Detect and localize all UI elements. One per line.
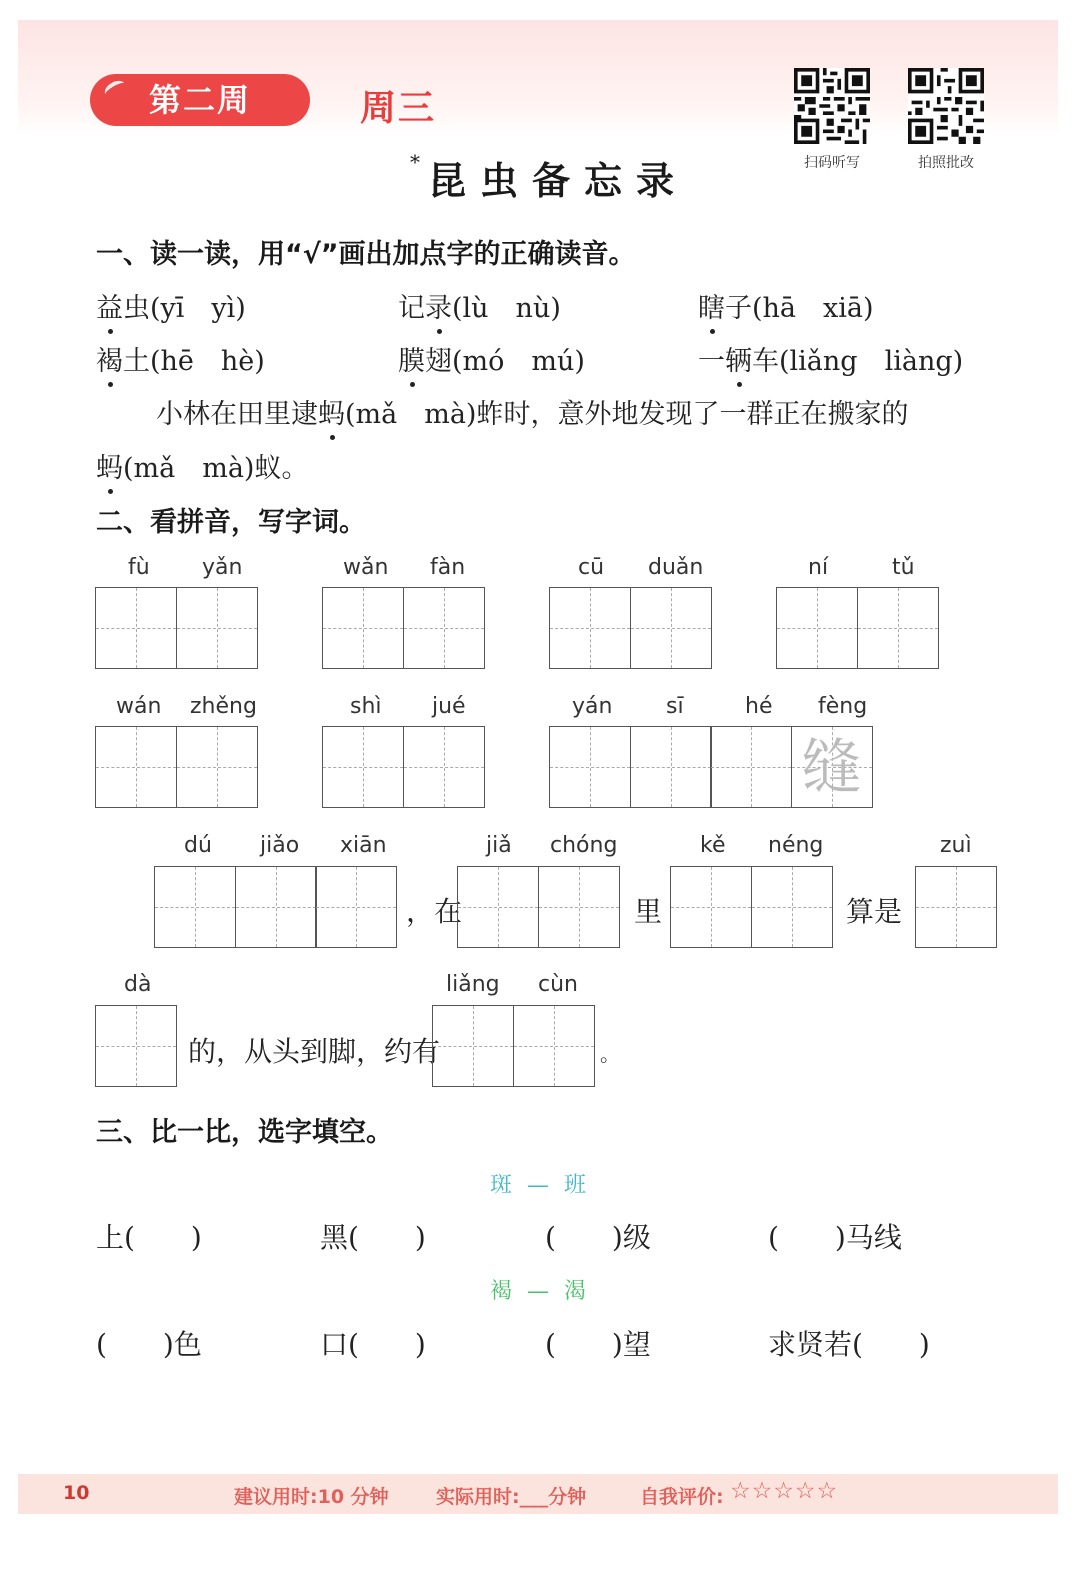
actual-time: 实际用时:___分钟 <box>436 1486 587 1508</box>
fill-blank[interactable]: 口( ) <box>320 1328 426 1361</box>
reading-item: 瞎子(hā xiā) <box>698 293 874 324</box>
pinyin: zuì <box>940 833 972 858</box>
dotted-char: 瞎 <box>698 293 725 324</box>
writing-grid[interactable] <box>457 866 620 948</box>
pinyin: yán <box>572 694 613 719</box>
fill-blank[interactable]: ( )色 <box>96 1328 202 1361</box>
pinyin: tǔ <box>892 555 915 580</box>
reading-item: 膜翅(mó mú) <box>398 346 585 377</box>
reading-item: 记录(lù nù) <box>398 293 561 324</box>
qr-code-icon <box>908 68 984 144</box>
pinyin: wǎn <box>343 555 389 580</box>
fill-blank[interactable]: ( )级 <box>545 1221 651 1254</box>
char-pair-1: 斑 — 班 <box>490 1173 590 1198</box>
fill-blank[interactable]: ( )马线 <box>768 1221 902 1254</box>
section3-heading: 三、比一比，选字填空。 <box>96 1117 393 1148</box>
title-text: 昆虫备忘录 <box>428 158 689 203</box>
rating-stars[interactable]: ☆☆☆☆☆ <box>730 1478 839 1504</box>
sentence-text: ，在 <box>406 895 463 928</box>
reading-sentence-line1: 小林在田里逮蚂(mǎ mà)蚱时，意外地发现了一群正在搬家的 <box>156 399 909 430</box>
fill-blank[interactable]: 上( ) <box>96 1221 202 1254</box>
day-label: 周三 <box>360 88 437 129</box>
writing-grid[interactable] <box>549 726 873 808</box>
pinyin: fù <box>128 555 150 580</box>
qr-correct[interactable] <box>906 68 986 172</box>
writing-grid[interactable] <box>322 726 485 808</box>
writing-grid[interactable] <box>154 866 397 948</box>
qr-listen[interactable] <box>792 68 872 172</box>
page-title <box>410 150 688 205</box>
dotted-char: 蚂 <box>96 453 123 484</box>
pinyin: jiǎo <box>260 833 300 858</box>
dotted-char: 辆 <box>725 346 752 377</box>
pinyin: fèng <box>818 694 868 719</box>
pinyin: chóng <box>550 833 618 858</box>
pinyin: cū <box>578 555 605 580</box>
week-label: 第二周 <box>90 74 310 126</box>
pinyin: hé <box>745 694 773 719</box>
section1-heading: 一、读一读，用“√”画出加点字的正确读音。 <box>96 239 636 270</box>
pinyin: jiǎ <box>486 833 512 858</box>
reading-item: 一辆车(liǎng liàng) <box>698 346 964 377</box>
sentence-text: 算是 <box>846 895 903 928</box>
pinyin: kě <box>700 833 726 858</box>
pinyin: liǎng <box>446 972 500 997</box>
char-pair-2: 褐 — 渴 <box>490 1279 590 1304</box>
page-number: 10 <box>63 1482 90 1504</box>
writing-grid[interactable] <box>432 1005 595 1087</box>
pinyin: zhěng <box>190 694 257 719</box>
reading-item: 褐土(hē hè) <box>96 346 265 377</box>
pinyin: shì <box>350 694 382 719</box>
example-char: 缝 <box>801 733 862 803</box>
qr-code-icon <box>794 68 870 144</box>
qr-listen-label: 扫码听写 <box>804 155 860 171</box>
fill-blank[interactable]: 黑( ) <box>320 1221 426 1254</box>
dotted-char: 录 <box>425 293 452 324</box>
suggested-time: 建议用时:10 分钟 <box>234 1486 389 1508</box>
writing-grid[interactable] <box>549 587 712 669</box>
fill-blank[interactable]: ( )望 <box>545 1328 651 1361</box>
writing-grid[interactable] <box>95 1005 177 1087</box>
dotted-char: 蚂 <box>318 399 345 430</box>
pinyin: sī <box>666 694 684 719</box>
footer-bar <box>18 1474 1058 1514</box>
dotted-char: 益 <box>96 293 123 324</box>
writing-grid[interactable] <box>670 866 833 948</box>
section2-heading: 二、看拼音，写字词。 <box>96 507 366 538</box>
pinyin: dú <box>184 833 212 858</box>
pinyin: néng <box>768 833 824 858</box>
pinyin: fàn <box>430 555 466 580</box>
sentence-text: 。 <box>600 1042 620 1066</box>
writing-grid[interactable] <box>322 587 485 669</box>
title-star: * <box>410 150 420 174</box>
writing-grid[interactable] <box>95 587 258 669</box>
sentence-text: 里 <box>634 895 663 928</box>
pinyin: ní <box>808 555 829 580</box>
qr-correct-label: 拍照批改 <box>918 155 974 171</box>
self-rating-label: 自我评价: <box>640 1486 724 1508</box>
pinyin: jué <box>432 694 466 719</box>
fill-blank[interactable]: 求贤若( ) <box>768 1328 930 1361</box>
reading-item: 益虫(yī yì) <box>96 293 246 324</box>
pinyin: dà <box>124 972 152 997</box>
reading-sentence-line2: 蚂(mǎ mà)蚁。 <box>96 453 309 484</box>
sentence-text: 的，从头到脚，约有 <box>188 1035 441 1068</box>
dotted-char: 褐 <box>96 346 123 377</box>
dotted-char: 膜 <box>398 346 425 377</box>
pinyin: wán <box>116 694 162 719</box>
pinyin: yǎn <box>202 555 243 580</box>
writing-grid[interactable] <box>915 866 997 948</box>
pinyin: cùn <box>538 972 578 997</box>
pinyin: duǎn <box>648 555 704 580</box>
writing-grid[interactable] <box>776 587 939 669</box>
writing-grid[interactable] <box>95 726 258 808</box>
pinyin: xiān <box>340 833 387 858</box>
